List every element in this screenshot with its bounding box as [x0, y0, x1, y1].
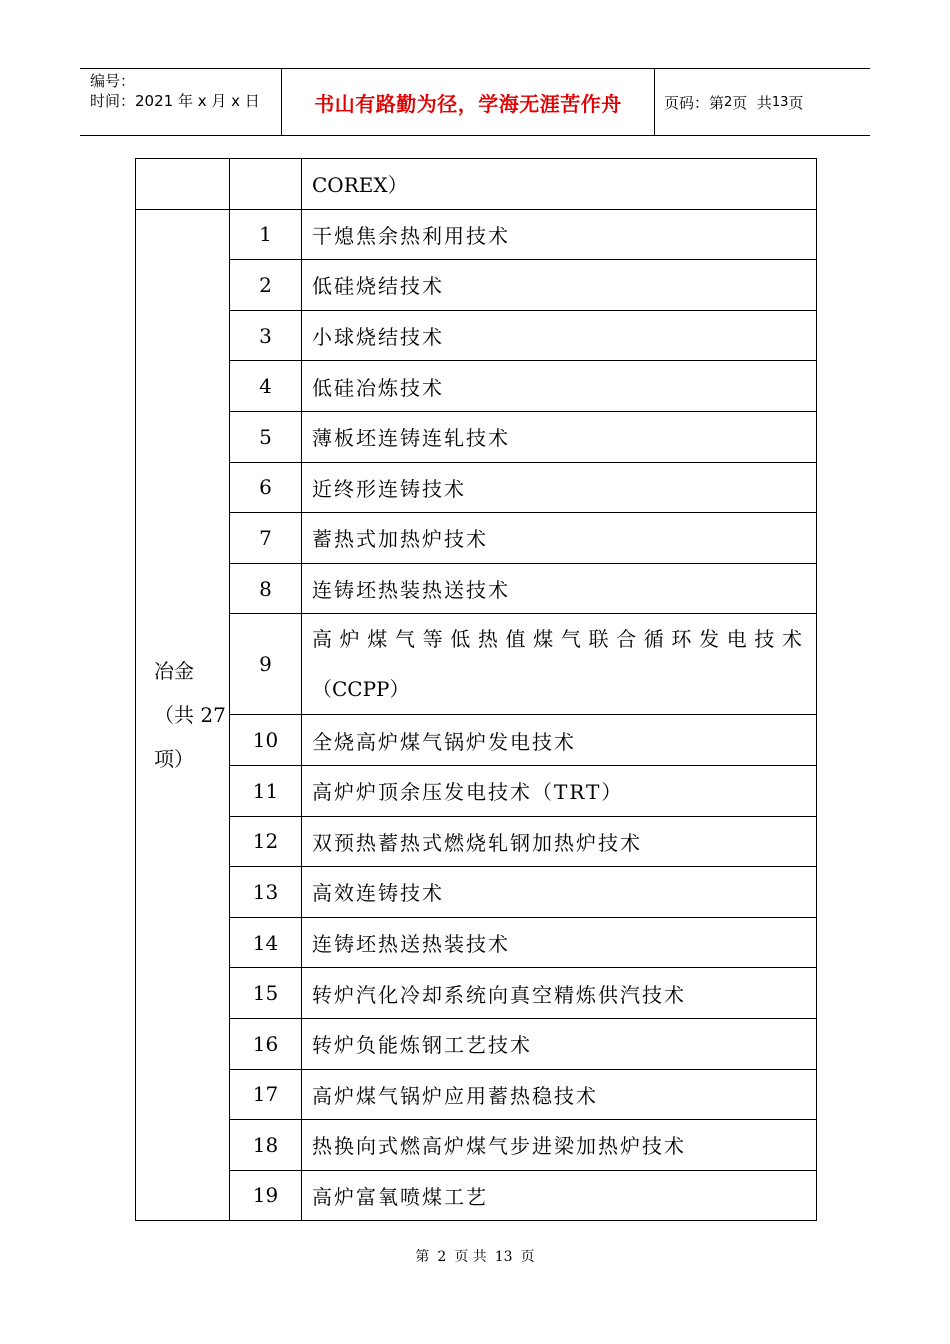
table-row: [136, 968, 817, 1019]
table-row: [136, 1069, 817, 1120]
row-number: 19: [230, 1170, 302, 1221]
header-page-prefix: 页码：第: [664, 93, 725, 112]
technology-name: 干熄焦余热利用技术: [302, 209, 817, 260]
table-row: [136, 159, 817, 210]
technology-name-line2: （CCPP）: [312, 677, 410, 702]
table-row: [136, 209, 817, 260]
table-row: [136, 513, 817, 564]
row-number: 18: [230, 1120, 302, 1171]
technology-name: 转炉负能炼钢工艺技术: [302, 1018, 817, 1069]
technology-name: COREX）: [302, 159, 817, 210]
number-cell-empty: [230, 159, 302, 210]
row-number: 11: [230, 765, 302, 816]
technology-name: 热换向式燃高炉煤气步进梁加热炉技术: [302, 1120, 817, 1171]
table-row: [136, 917, 817, 968]
category-label-line2: （共 27: [154, 702, 226, 727]
table-row: [136, 411, 817, 462]
header-page-suffix: 页: [788, 93, 804, 112]
technology-name: 高炉煤气锅炉应用蓄热稳技术: [302, 1069, 817, 1120]
header-meta: [90, 71, 280, 111]
technology-name: 低硅烧结技术: [302, 260, 817, 311]
row-number: 6: [230, 462, 302, 513]
category-label-line3: 项）: [154, 746, 194, 771]
page-header: [80, 68, 870, 136]
row-number: 3: [230, 310, 302, 361]
table-row: [136, 765, 817, 816]
row-number: 17: [230, 1069, 302, 1120]
technology-name: 低硅冶炼技术: [302, 361, 817, 412]
row-number: 4: [230, 361, 302, 412]
table-row: [136, 361, 817, 412]
technology-name: 小球烧结技术: [302, 310, 817, 361]
table-row: [136, 715, 817, 766]
document-number-label: 编号：: [90, 72, 136, 90]
table-row: [136, 1170, 817, 1221]
header-page-current: 2: [724, 94, 733, 110]
row-number: 12: [230, 816, 302, 867]
page-footer: [0, 1246, 950, 1266]
table-row: [136, 563, 817, 614]
footer-suffix: 页: [520, 1249, 535, 1265]
header-motto: 书山有路勤为径，学海无涯苦作舟: [314, 91, 622, 116]
document-time-label: 时间：2021 年 x 月 x 日: [90, 92, 260, 110]
header-page-total: 13: [771, 94, 789, 110]
technology-name: 近终形连铸技术: [302, 462, 817, 513]
table-row: [136, 1120, 817, 1171]
table-row: [136, 260, 817, 311]
technology-name: 蓄热式加热炉技术: [302, 513, 817, 564]
row-number: 5: [230, 411, 302, 462]
technology-name: 连铸坯热装热送技术: [302, 563, 817, 614]
row-number: 7: [230, 513, 302, 564]
category-cell: [136, 209, 230, 1221]
technology-name-line1: 高炉煤气等低热值煤气联合循环发电技术: [312, 627, 808, 652]
technology-name: 薄板坯连铸连轧技术: [302, 411, 817, 462]
table-row: [136, 1018, 817, 1069]
technology-table: [135, 158, 817, 1221]
row-number: 16: [230, 1018, 302, 1069]
row-number: 14: [230, 917, 302, 968]
technology-name: 高炉富氧喷煤工艺: [302, 1170, 817, 1221]
technology-name: 双预热蓄热式燃烧轧钢加热炉技术: [302, 816, 817, 867]
header-page-indicator: [664, 69, 803, 135]
footer-mid: 页 共: [454, 1249, 487, 1265]
table-row: [136, 867, 817, 918]
technology-name: 全烧高炉煤气锅炉发电技术: [302, 715, 817, 766]
row-number: 10: [230, 715, 302, 766]
technology-name: 连铸坯热送热装技术: [302, 917, 817, 968]
header-page-mid: 页 共: [732, 93, 772, 112]
technology-name: 转炉汽化冷却系统向真空精炼供汽技术: [302, 968, 817, 1019]
row-number: 2: [230, 260, 302, 311]
footer-current: 2: [437, 1249, 447, 1265]
header-divider: [654, 69, 655, 135]
category-label-line1: 冶金: [154, 658, 194, 683]
row-number: 15: [230, 968, 302, 1019]
row-number: 1: [230, 209, 302, 260]
technology-name: 高炉炉顶余压发电技术（TRT）: [302, 765, 817, 816]
row-number: 9: [230, 614, 302, 715]
table-row: [136, 614, 817, 715]
category-cell-empty: [136, 159, 230, 210]
footer-prefix: 第: [415, 1249, 430, 1265]
technology-name: [302, 614, 817, 715]
row-number: 8: [230, 563, 302, 614]
technology-name: 高效连铸技术: [302, 867, 817, 918]
row-number: 13: [230, 867, 302, 918]
table-row: [136, 310, 817, 361]
table-row: [136, 462, 817, 513]
table-row: [136, 816, 817, 867]
footer-total: 13: [494, 1249, 513, 1265]
